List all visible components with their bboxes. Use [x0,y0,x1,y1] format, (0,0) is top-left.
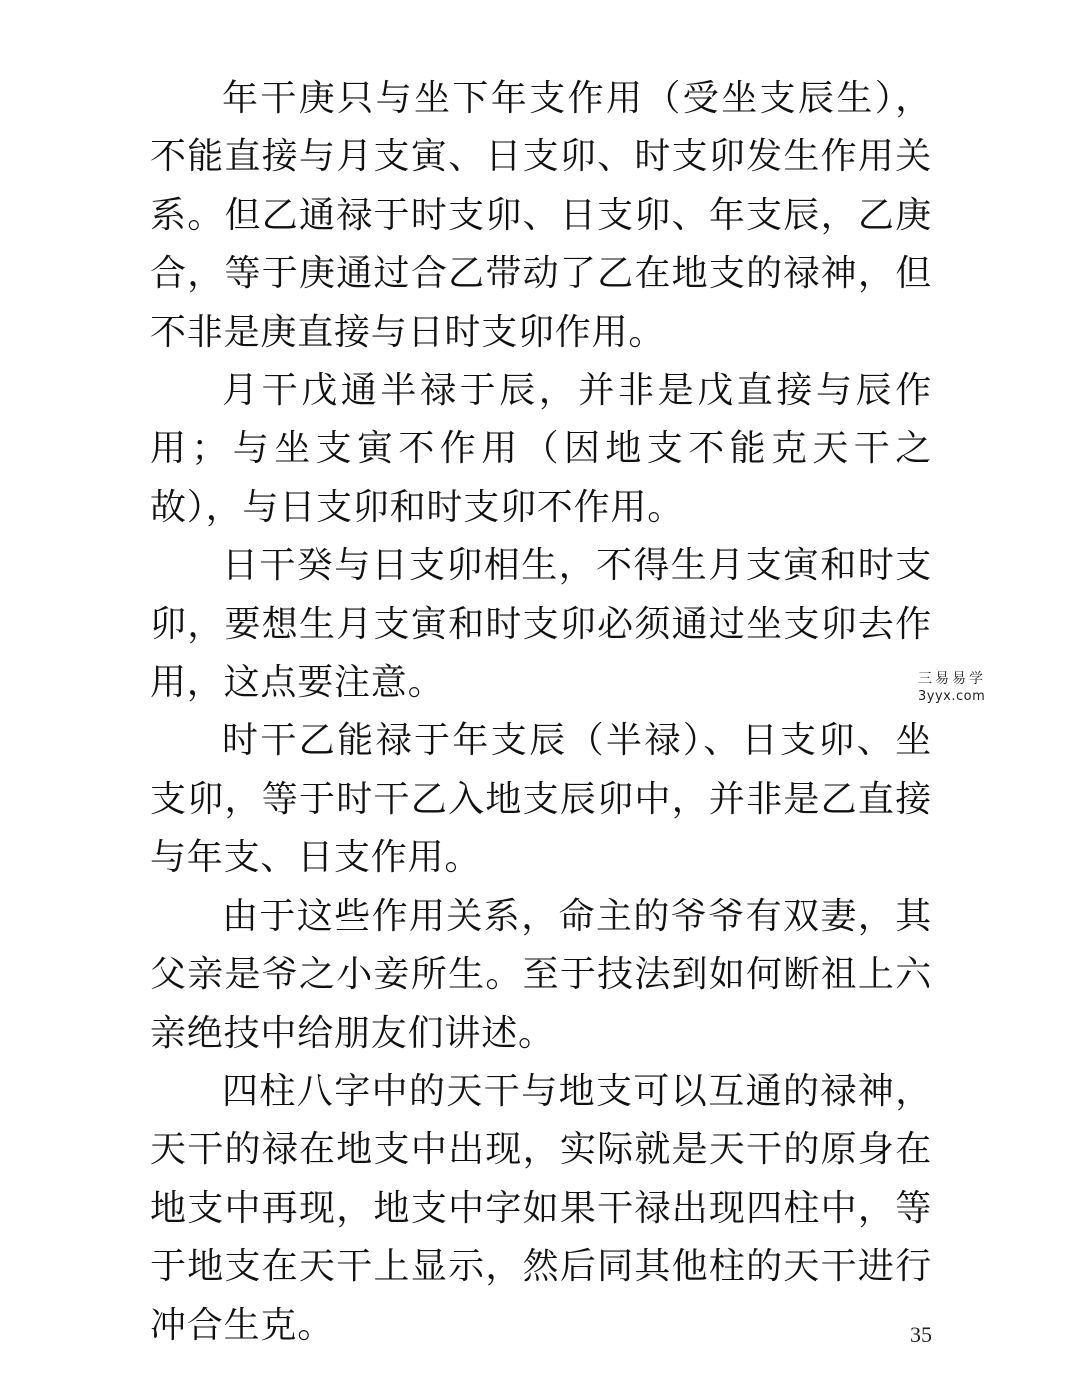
paragraph-3: 日干癸与日支卯相生，不得生月支寅和时支卯，要想生月支寅和时支卯必须通过坐支卯去作用，这点要注意。 [150,545,932,704]
paragraph-5: 由于这些作用关系，命主的爷爷有双妻，其父亲是爷之小妾所生。至于技法到如何断祖上六亲绝技中给朋友们讲述。 [150,895,932,1054]
paragraph-1: 年干庚只与坐下年支作用（受坐支辰生），不能直接与月支寅、日支卯、时支卯发生作用关系。但乙通禄于时支卯、日支卯、年支辰，乙庚合，等于庚通过合乙带动了乙在地支的禄神，但不非是庚直接与日时支卯作用。 [150,78,932,353]
watermark [918,670,998,706]
watermark-url: 3yyx.com [918,689,986,704]
paragraph-4: 时干乙能禄于年支辰（半禄）、日支卯、坐支卯，等于时干乙入地支辰卯中，并非是乙直接与年支、日支作用。 [150,720,932,879]
watermark-chinese: 三易易学 [918,671,986,687]
paragraph-2: 月干戊通半禄于辰，并非是戊直接与辰作用；与坐支寅不作用（因地支不能克天干之故），与日支卯和时支卯不作用。 [150,370,932,528]
page-body [150,70,932,1355]
page-number: 35 [910,1322,932,1347]
paragraph-6: 四柱八字中的天干与地支可以互通的禄神，天干的禄在地支中出现，实际就是天干的原身在地支中再现，地支中字如果干禄出现四柱中，等于地支在天干上显示，然后同其他柱的天干进行冲合生克。 [150,1070,932,1346]
